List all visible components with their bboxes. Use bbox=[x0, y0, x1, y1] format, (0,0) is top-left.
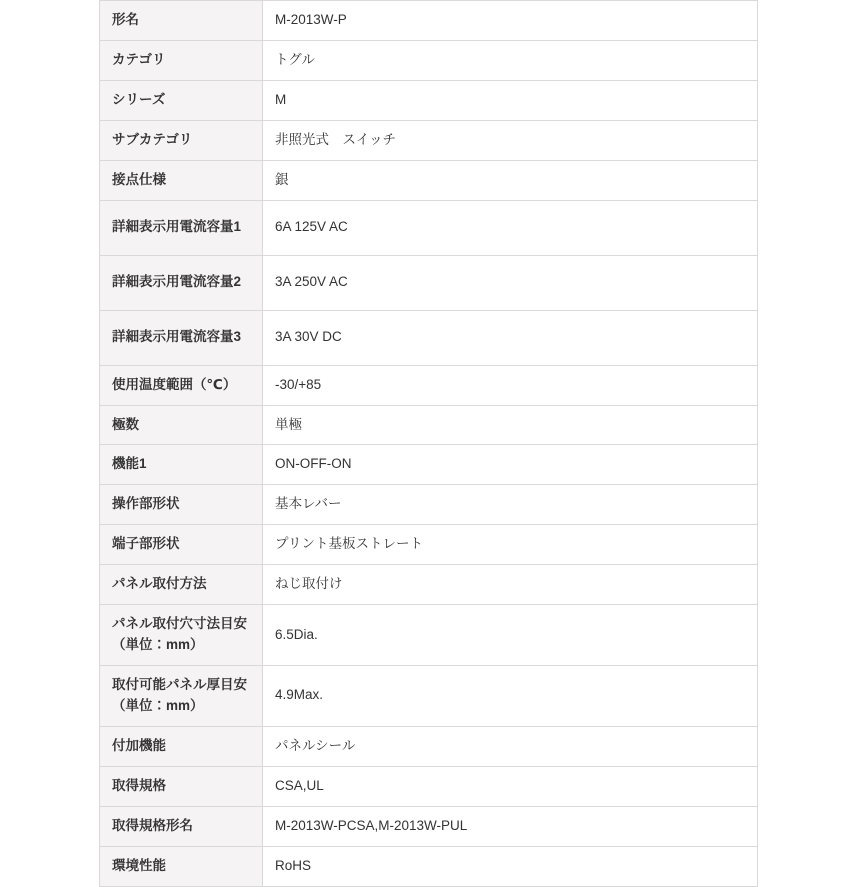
spec-label: 環境性能 bbox=[100, 846, 263, 886]
table-row bbox=[100, 485, 758, 525]
spec-value: 6.5Dia. bbox=[263, 605, 758, 666]
spec-label: パネル取付穴寸法目安（単位：mm） bbox=[100, 605, 263, 666]
table-row bbox=[100, 160, 758, 200]
table-row bbox=[100, 1, 758, 41]
spec-label: 付加機能 bbox=[100, 726, 263, 766]
spec-label: 接点仕様 bbox=[100, 160, 263, 200]
spec-value: 基本レバー bbox=[263, 485, 758, 525]
spec-label: 操作部形状 bbox=[100, 485, 263, 525]
spec-value: プリント基板ストレート bbox=[263, 525, 758, 565]
table-row bbox=[100, 565, 758, 605]
spec-label: 形名 bbox=[100, 1, 263, 41]
spec-label: 詳細表示用電流容量2 bbox=[100, 255, 263, 310]
spec-value: 6A 125V AC bbox=[263, 200, 758, 255]
spec-label: サブカテゴリ bbox=[100, 120, 263, 160]
table-row bbox=[100, 726, 758, 766]
table-row bbox=[100, 120, 758, 160]
spec-value: 3A 30V DC bbox=[263, 310, 758, 365]
spec-label: 機能1 bbox=[100, 445, 263, 485]
table-row bbox=[100, 40, 758, 80]
spec-value: -30/+85 bbox=[263, 365, 758, 405]
spec-label: 詳細表示用電流容量1 bbox=[100, 200, 263, 255]
spec-label: パネル取付方法 bbox=[100, 565, 263, 605]
table-row bbox=[100, 445, 758, 485]
spec-value: CSA,UL bbox=[263, 766, 758, 806]
spec-value: 3A 250V AC bbox=[263, 255, 758, 310]
table-row bbox=[100, 605, 758, 666]
table-row bbox=[100, 525, 758, 565]
table-row bbox=[100, 80, 758, 120]
spec-label: 端子部形状 bbox=[100, 525, 263, 565]
spec-value: M-2013W-PCSA,M-2013W-PUL bbox=[263, 806, 758, 846]
spec-value: ねじ取付け bbox=[263, 565, 758, 605]
product-spec-table bbox=[99, 0, 758, 887]
spec-label: 取得規格 bbox=[100, 766, 263, 806]
spec-value: M-2013W-P bbox=[263, 1, 758, 41]
table-row bbox=[100, 310, 758, 365]
spec-label: シリーズ bbox=[100, 80, 263, 120]
spec-value: M bbox=[263, 80, 758, 120]
table-row bbox=[100, 806, 758, 846]
spec-label: 極数 bbox=[100, 405, 263, 445]
spec-value: 銀 bbox=[263, 160, 758, 200]
table-row bbox=[100, 665, 758, 726]
spec-label: 取付可能パネル厚目安（単位：mm） bbox=[100, 665, 263, 726]
table-row bbox=[100, 255, 758, 310]
spec-label: 使用温度範囲（℃） bbox=[100, 365, 263, 405]
spec-value: RoHS bbox=[263, 846, 758, 886]
spec-label: 詳細表示用電流容量3 bbox=[100, 310, 263, 365]
spec-value: 4.9Max. bbox=[263, 665, 758, 726]
spec-value: ON-OFF-ON bbox=[263, 445, 758, 485]
spec-label: 取得規格形名 bbox=[100, 806, 263, 846]
table-row bbox=[100, 846, 758, 886]
table-row bbox=[100, 766, 758, 806]
spec-value: 非照光式 スイッチ bbox=[263, 120, 758, 160]
spec-value: トグル bbox=[263, 40, 758, 80]
spec-value: パネルシール bbox=[263, 726, 758, 766]
table-row bbox=[100, 365, 758, 405]
spec-value: 単極 bbox=[263, 405, 758, 445]
table-row bbox=[100, 200, 758, 255]
spec-table-body bbox=[100, 1, 758, 887]
table-row bbox=[100, 405, 758, 445]
spec-label: カテゴリ bbox=[100, 40, 263, 80]
